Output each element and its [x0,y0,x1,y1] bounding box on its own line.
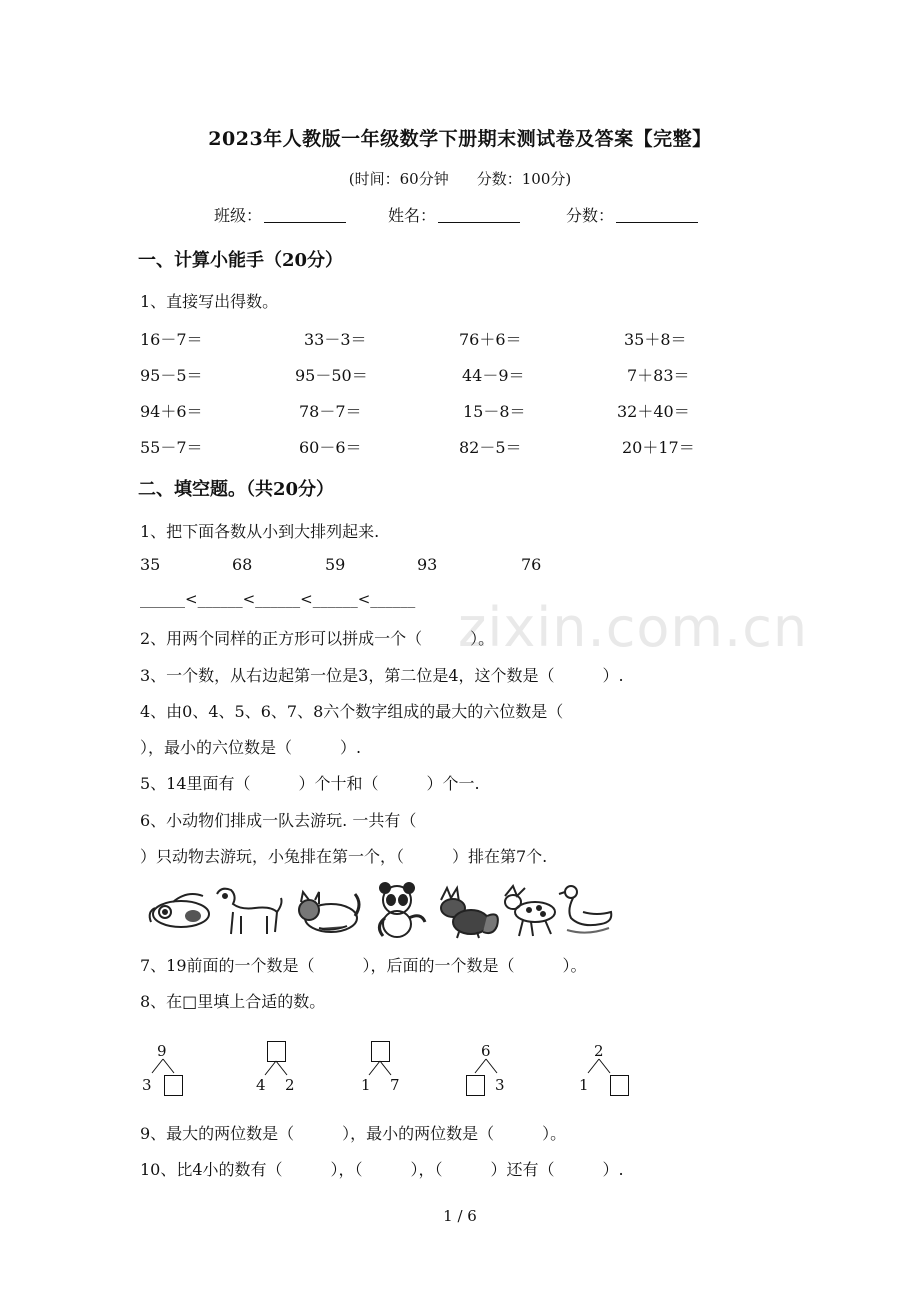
goose-icon [559,886,611,933]
calc-item: 20＋17＝ [622,438,695,457]
calc-item: 35＋8＝ [624,330,687,349]
question-2-4-line2: ），最小的六位数是（ ）. [140,738,362,757]
decomp-top: 6 [481,1042,491,1060]
decomp-right: 7 [390,1076,400,1094]
decomp-branch [367,1060,393,1076]
calc-item: 15－8＝ [463,402,526,421]
decomp-right: 3 [495,1076,505,1094]
number-item: 35 [140,555,161,574]
question-2-8: 8、在□里填上合适的数。 [140,992,326,1011]
calc-item: 78－7＝ [299,402,362,421]
answer-box[interactable] [466,1075,485,1096]
decomposition-2 [252,1038,312,1098]
page-title: 2023年人教版一年级数学下册期末测试卷及答案【完整】 [208,128,712,150]
score-blank[interactable] [616,206,698,223]
number-item: 68 [232,555,253,574]
score-total-label: 分数：100分) [476,170,572,188]
class-field [214,203,346,226]
answer-box[interactable] [610,1075,629,1096]
score-label: 分数： [566,206,615,225]
question-2-6-line1: 6、小动物们排成一队去游玩. 一共有（ [140,811,417,830]
page-number: 1 / 6 [443,1207,477,1225]
question-2-7: 7、19前面的一个数是（ ），后面的一个数是（ ）。 [140,956,587,975]
question-2-1: 1、把下面各数从小到大排列起来. [140,522,380,541]
calc-item: 60－6＝ [299,438,362,457]
decomp-left: 3 [142,1076,152,1094]
answer-box[interactable] [164,1075,183,1096]
name-blank[interactable] [438,206,520,223]
calc-item: 95－50＝ [295,366,368,385]
calc-item: 7＋83＝ [627,366,690,385]
deer-icon [505,886,555,936]
number-item: 59 [325,555,346,574]
question-2-6-line2: ）只动物去游玩，小兔排在第一个，（ ）排在第7个. [140,847,548,866]
question-2-4-line1: 4、由0、4、5、6、7、8六个数字组成的最大的六位数是（ [140,702,564,721]
question-2-3: 3、一个数，从右边起第一位是3，第二位是4，这个数是（ ）. [140,666,624,685]
watermark: zixin.com.cn [458,596,809,659]
calc-item: 16－7＝ [140,330,203,349]
name-field [388,203,520,226]
section-2-heading: 二、填空题。（共20分） [138,479,335,500]
decomp-branch [586,1058,612,1074]
calc-item: 44－9＝ [462,366,525,385]
decomp-branch [150,1058,176,1074]
decomposition-3 [357,1038,417,1098]
calc-item: 55－7＝ [140,438,203,457]
calc-item: 33－3＝ [304,330,367,349]
squirrel-icon [441,888,498,938]
answer-box[interactable] [267,1041,286,1062]
decomposition-5 [575,1038,635,1098]
question-2-5: 5、14里面有（ ）个十和（ ）个一. [140,774,480,793]
answer-box[interactable] [371,1041,390,1062]
question-2-9: 9、最大的两位数是（ ），最小的两位数是（ ）。 [140,1124,567,1143]
question-2-10: 10、比4小的数有（ ），（ ），（ ）还有（ ）. [140,1160,624,1179]
number-item: 93 [417,555,438,574]
question-2-2: 2、用两个同样的正方形可以拼成一个（ ）。 [140,629,495,648]
order-answer-line[interactable]: ______<______<______<______<______ [140,590,416,608]
dog-icon [217,889,282,934]
decomp-branch [263,1060,289,1076]
subtitle [0,168,920,189]
cat-icon [299,892,359,932]
decomp-left: 1 [361,1076,371,1094]
time-label: (时间：60分钟 [348,170,449,188]
calc-item: 32＋40＝ [617,402,690,421]
panda-icon [379,883,425,937]
decomp-left: 4 [256,1076,266,1094]
decomposition-4 [462,1038,522,1098]
calc-item: 94＋6＝ [140,402,203,421]
decomp-left: 1 [579,1076,589,1094]
section-1-heading: 一、计算小能手（20分） [138,250,344,271]
decomp-branch [473,1058,499,1074]
name-label: 姓名： [388,206,437,225]
calc-item: 82－5＝ [459,438,522,457]
question-1-1: 1、直接写出得数。 [140,292,279,311]
decomp-right: 2 [285,1076,295,1094]
calc-item: 76＋6＝ [459,330,522,349]
class-blank[interactable] [264,206,346,223]
rabbit-icon [150,894,209,927]
number-item: 76 [521,555,542,574]
score-field [566,203,698,226]
decomp-top: 9 [157,1042,167,1060]
decomp-top: 2 [594,1042,604,1060]
calc-item: 95－5＝ [140,366,203,385]
decomposition-1 [138,1038,198,1098]
class-label: 班级： [214,206,263,225]
animal-row [143,882,613,940]
